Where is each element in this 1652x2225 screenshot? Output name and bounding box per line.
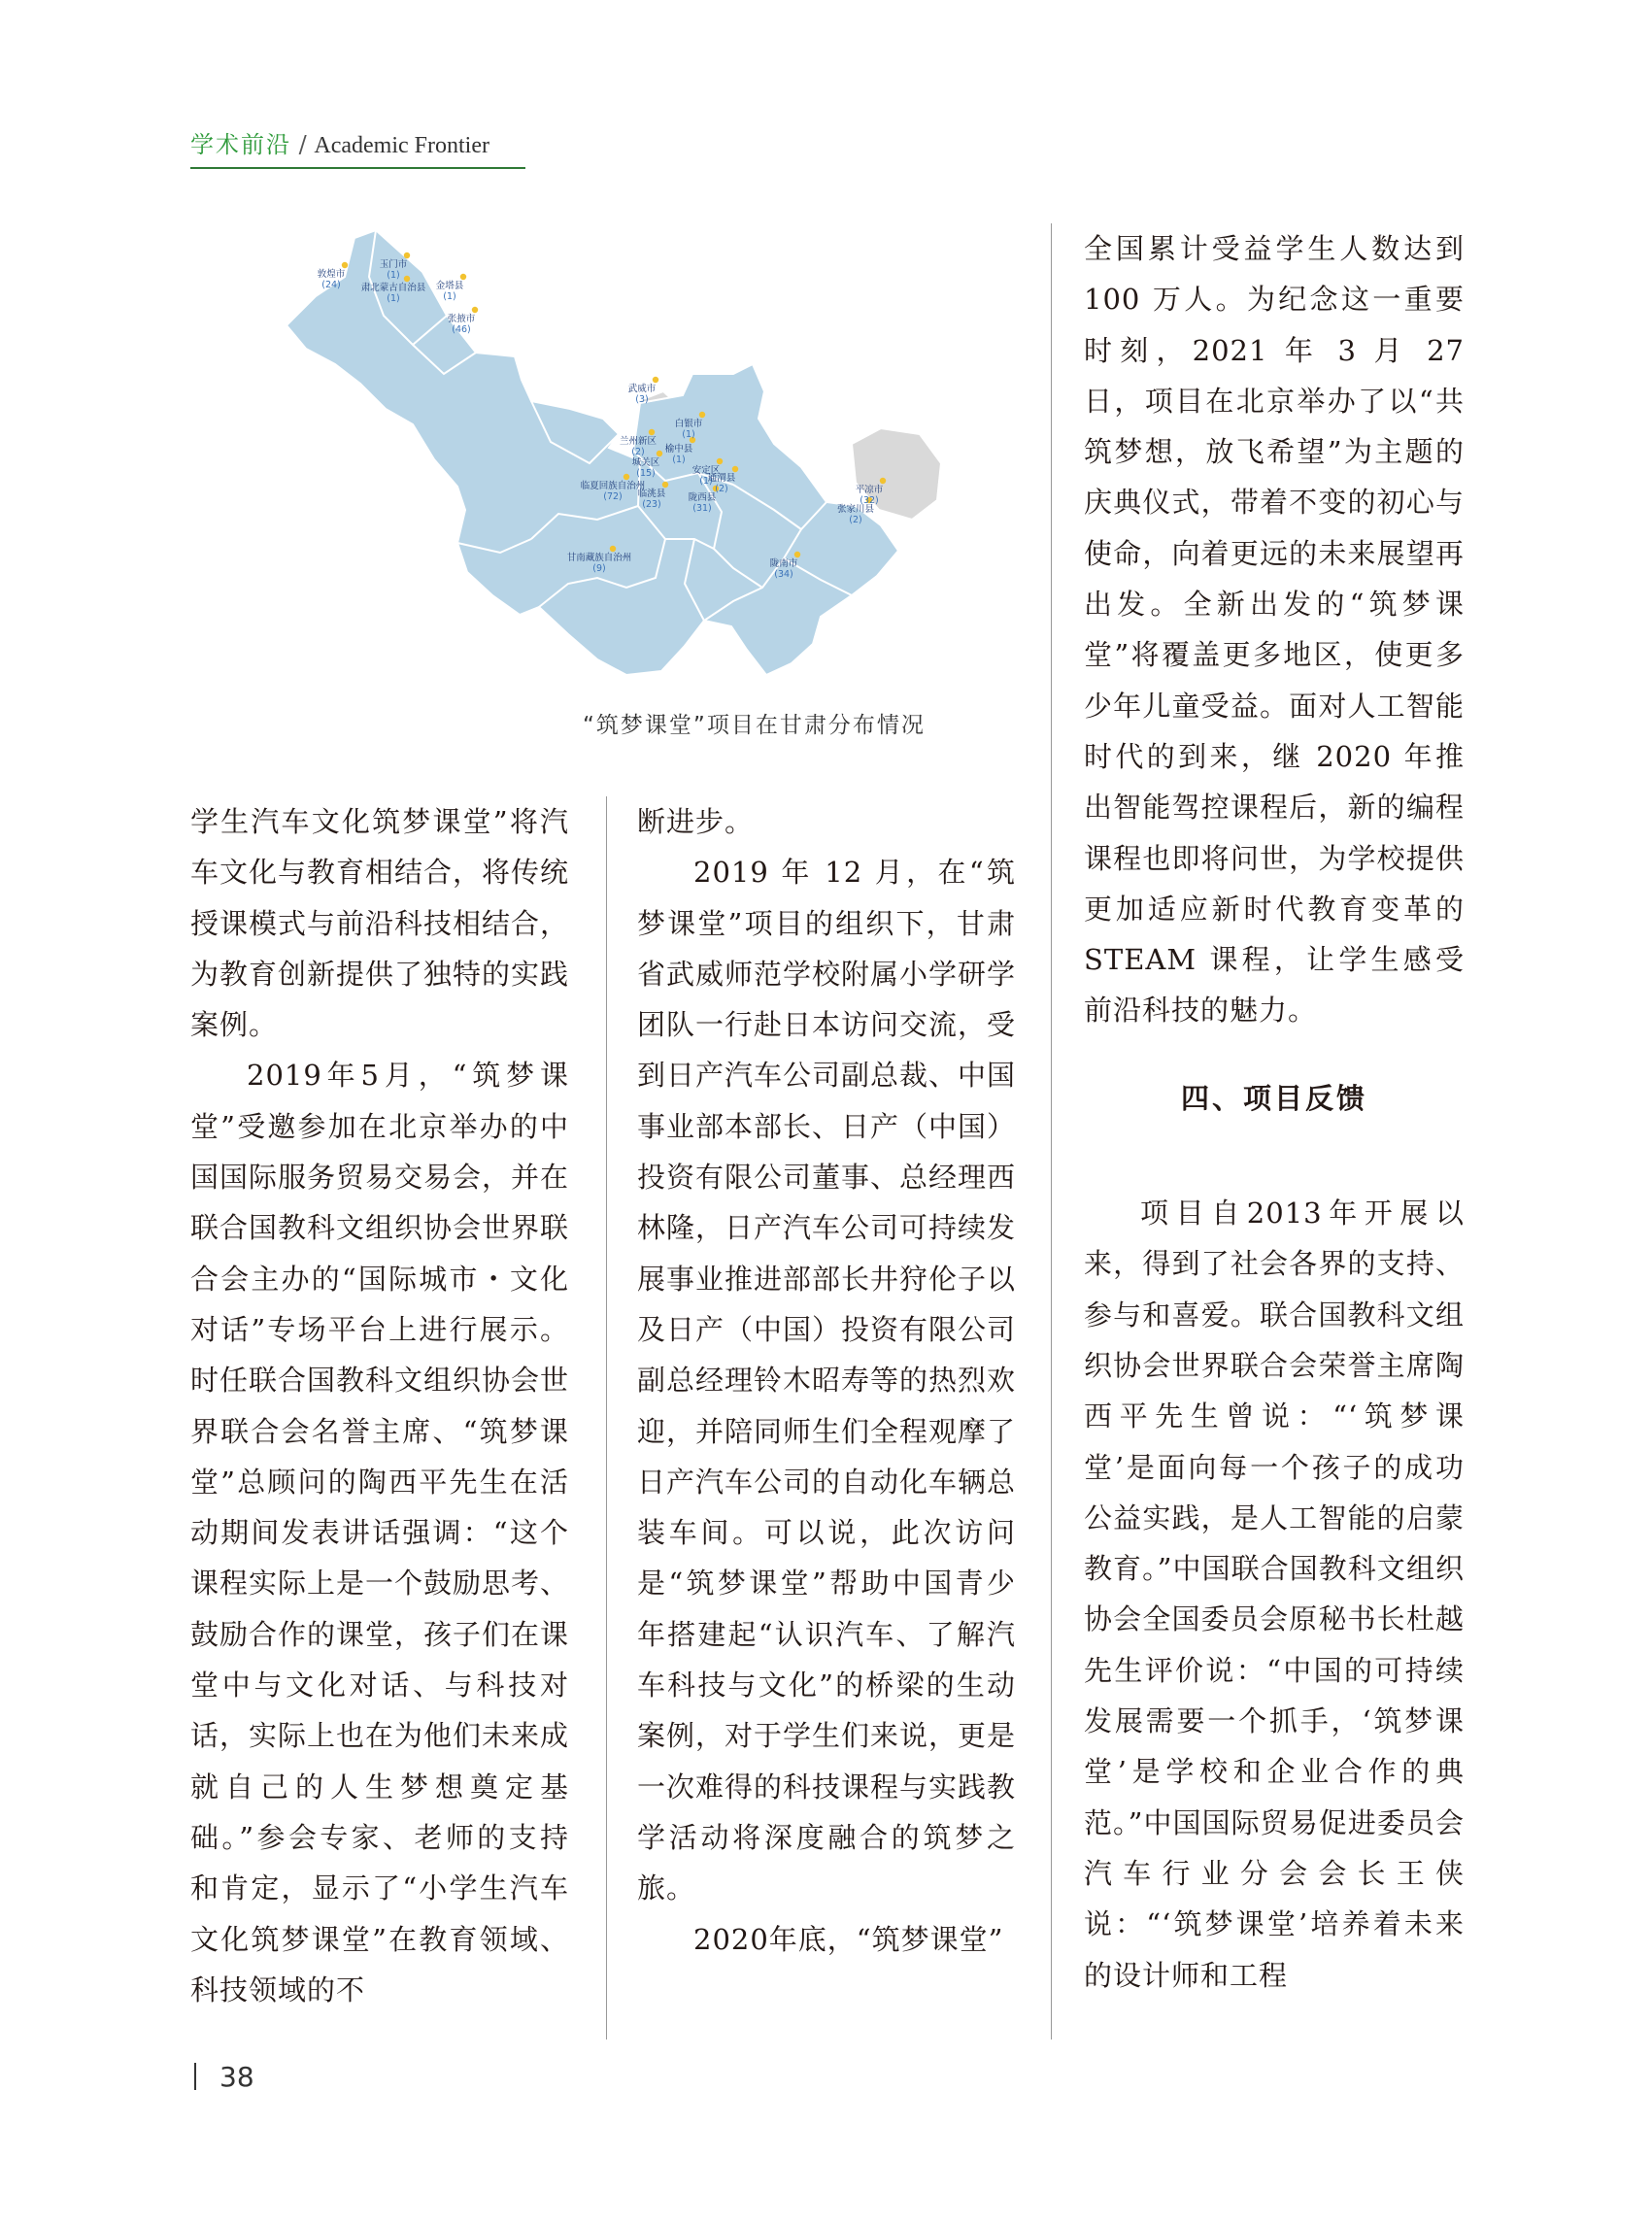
map-place-count: (46) [452, 324, 471, 335]
map-place-name: 榆中县 [664, 444, 693, 455]
section-heading: 四、项目反馈 [1180, 1081, 1367, 1115]
map-marker [717, 458, 723, 464]
text-column-1 [190, 796, 569, 2015]
map-place-name: 玉门市 [379, 259, 408, 270]
map-place-name: 白银市 [674, 419, 703, 429]
map-marker [610, 546, 616, 552]
paragraph: 2020年底，“筑梦课堂” [693, 1922, 1004, 1956]
paragraph: 2019年5月，“筑梦课堂”受邀参加在北京举办的中国国际服务贸易交易会，并在联合国教科文组织协会世界联合会主办的“国际城市・文化对话”专场平台上进行展示。时任联合国教科文组织协会世界联合会名誉主席、“筑梦课堂”总顾问的陶西平先生在活动期间发表讲话强调：“这个课程实际上是一个鼓励思考、鼓励合作的课堂，孩子们在课堂中与文化对话、与科技对话，实际上也在为他们未来成就自己的人生梦想奠定基础。”参会专家、老师的支持和肯定，显示了“小学生汽车文化筑梦课堂”在教育领域、科技领域的不 [190, 1059, 570, 2006]
text-column-3 [1084, 223, 1465, 2001]
map-marker [699, 412, 705, 418]
section-name-cn: 学术前沿 [190, 131, 291, 158]
map-place-name: 武威市 [627, 384, 657, 394]
map-marker [404, 276, 410, 282]
map-place-count: (2) [849, 515, 862, 525]
header-separator: / [298, 131, 307, 158]
province-outline [287, 230, 898, 675]
map-place-count: (2) [631, 447, 645, 457]
map-place-name: 临夏回族自治州 [580, 481, 646, 491]
map-place-name: 城关区 [631, 457, 660, 468]
map-place-count: (31) [692, 503, 712, 514]
paragraph: 项目自2013年开展以来，得到了社会各界的支持、参与和喜爱。联合国教科文组织协会世界联合会荣誉主席陶西平先生曾说：“‘筑梦课堂’是面向每一个孩子的成功公益实践，是人工智能的启蒙教育。”中国联合国教科文组织协会全国委员会原秘书长杜越先生评价说：“中国的可持续发展需要一个抓手，‘筑梦课堂’是学校和企业合作的典范。”中国国际贸易促进委员会汽车行业分会会长王侠说：“‘筑梦课堂’培养着未来的设计师和工程 [1084, 1197, 1466, 1992]
column-divider [1051, 223, 1052, 2040]
map-marker [732, 466, 738, 472]
map-place-name: 张家川县 [836, 504, 875, 515]
map-place-count: (1) [672, 455, 686, 465]
map-place-count: (2) [715, 484, 728, 494]
running-header-text [190, 128, 525, 162]
header-rule [190, 167, 525, 169]
map-marker [794, 552, 800, 557]
map-place-name: 陇南市 [769, 558, 798, 569]
map-place-name: 肃北蒙古自治县 [360, 283, 426, 293]
map-caption: “筑梦课堂”项目在甘肃分布情况 [583, 713, 926, 738]
map-place-name: 陇西县 [688, 492, 717, 503]
map-place-name: 张掖市 [447, 314, 476, 324]
map-place-name: 甘南藏族自治州 [566, 553, 632, 563]
map-place-count: (34) [774, 569, 793, 580]
map-place-name: 兰州新区 [619, 436, 657, 447]
gansu-distribution-map [277, 219, 957, 685]
section-name-en: Academic Frontier [314, 133, 489, 158]
map-marker [404, 253, 410, 258]
page-number: 38 [219, 2061, 254, 2093]
map-marker [624, 474, 629, 480]
map-place-count: (23) [642, 499, 661, 510]
map-marker [653, 377, 658, 383]
map-place-count: (24) [321, 280, 341, 290]
paragraph: 全国累计受益学生人数达到 100 万人。为纪念这一重要时刻，2021 年 3 月 27 日，项目在北京举办了以“共筑梦想，放飞希望”为主题的庆典仪式，带着不变的初心与使命，向着更远的未来展望再出发。全新出发的“筑梦课堂”将覆盖更多地区，使更多少年儿童受益。面对人工智能时代的到来，继 2020 年推出智能驾控课程后，新的编程课程也即将问世，为学校提供更加适应新时代教育变革的 STEAM 课程，让学生感受前沿科技的魅力。 [1084, 232, 1465, 1028]
map-marker [649, 429, 655, 435]
map-marker [662, 482, 668, 488]
map-place-count: (1) [699, 476, 713, 487]
map-place-name: 安定区 [691, 465, 721, 476]
map-marker [657, 451, 662, 456]
map-place-count: (9) [592, 563, 606, 574]
map-place-count: (3) [635, 394, 649, 405]
map-svg [277, 219, 957, 685]
map-marker [460, 274, 466, 280]
map-place-count: (1) [443, 291, 456, 302]
paragraph: 学生汽车文化筑梦课堂”将汽车文化与教育相结合，将传统授课模式与前沿科技相结合，为教育创新提供了独特的实践案例。 [190, 805, 570, 1042]
map-place-name: 平凉市 [855, 485, 884, 495]
map-place-count: (32) [860, 495, 879, 506]
folio-bar [194, 2063, 196, 2090]
map-marker [472, 307, 478, 313]
paragraph: 2019 年 12 月，在“筑梦课堂”项目的组织下，甘肃省武威师范学校附属小学研学团队一行赴日本访问交流，受到日产汽车公司副总裁、中国事业部本部长、日产（中国）投资有限公司董事、总经理西林隆，日产汽车公司可持续发展事业推进部部长井狩伦子以及日产（中国）投资有限公司副总经理铃木昭寿等的热烈欢迎，并陪同师生们全程观摩了日产汽车公司的自动化车辆总装车间。可以说，此次访问是“筑梦课堂”帮助中国青少年搭建起“认识汽车、了解汽车科技与文化”的桥梁的生动案例，对于学生们来说，更是一次难得的科技课程与实践教学活动将深度融合的筑梦之旅。 [637, 856, 1017, 1905]
map-place-name: 敦煌市 [317, 269, 346, 280]
paragraph: 断进步。 [637, 805, 755, 838]
map-place-count: (1) [387, 270, 400, 281]
map-marker [880, 478, 886, 484]
running-header [190, 128, 525, 162]
map-marker [342, 262, 348, 268]
map-place-name: 通渭县 [707, 473, 736, 484]
text-column-2 [637, 796, 1016, 1965]
map-place-count: (15) [636, 468, 656, 479]
map-place-count: (1) [682, 429, 695, 440]
column-divider [606, 796, 607, 2040]
map-place-count: (72) [603, 491, 623, 502]
map-place-count: (1) [387, 293, 400, 304]
map-place-name: 临洮县 [637, 489, 666, 499]
map-place-name: 金塔县 [435, 281, 464, 291]
